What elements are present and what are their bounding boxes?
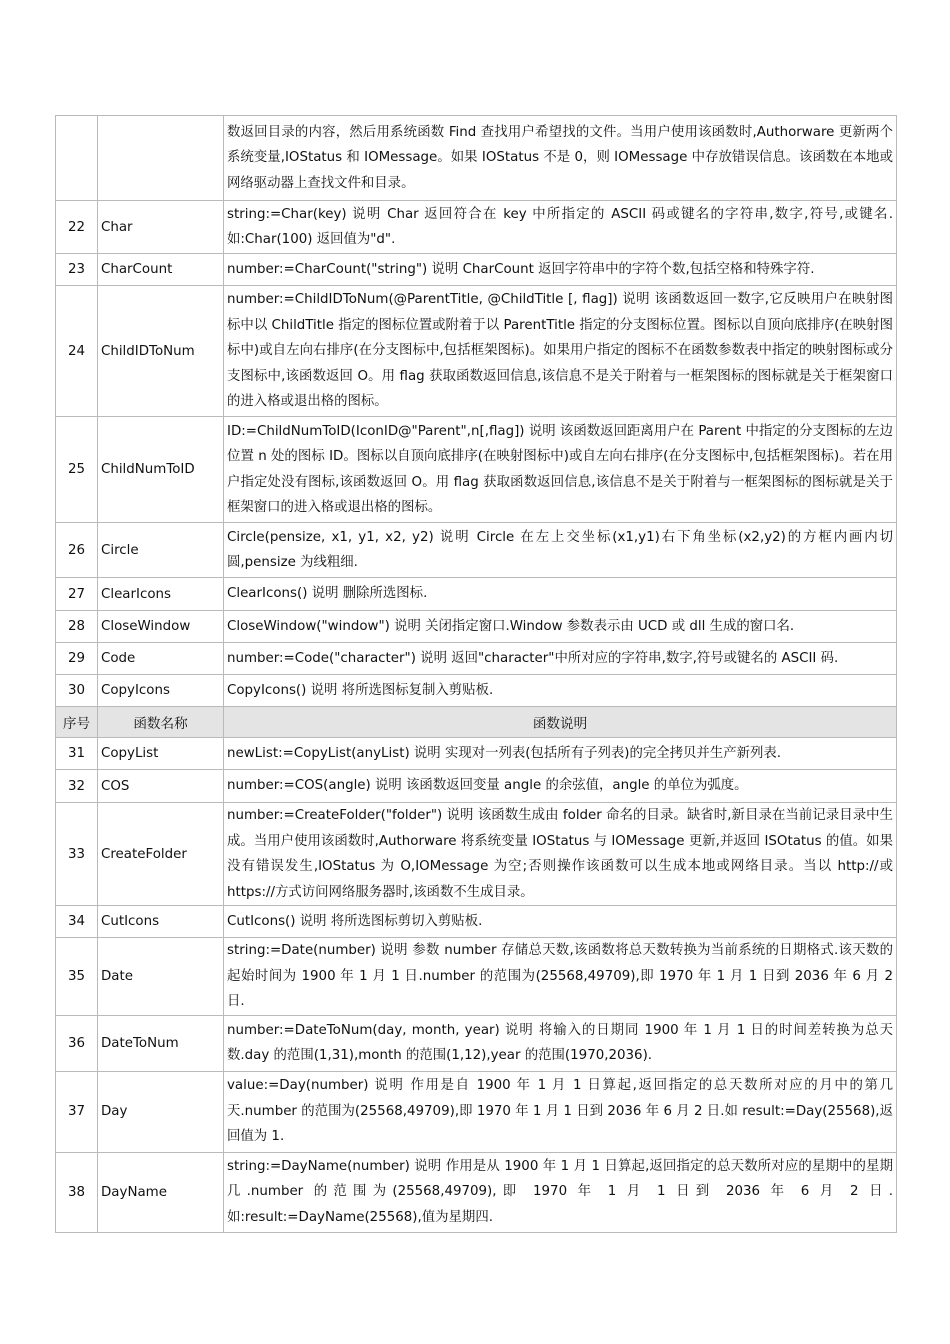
table-row: [56, 738, 897, 770]
function-name: [98, 116, 224, 201]
table-row: [56, 675, 897, 707]
row-number: 28: [56, 611, 98, 643]
function-name: Char: [98, 201, 224, 254]
row-number: 36: [56, 1015, 98, 1071]
function-description: value:=Day(number) 说明 作用是自 1900 年 1 月 1 日算起,返回指定的总天数所对应的月中的第几天.number 的范围为(25568,49709),即 1970 年 1 月 1 日到 2036 年 6 月 2 日.如 result:=Day(25568),返回值为 1.: [224, 1071, 897, 1152]
function-description: newList:=CopyList(anyList) 说明 实现对一列表(包括所有子列表)的完全拷贝并生产新列表.: [224, 738, 897, 770]
function-name: Circle: [98, 523, 224, 578]
table-row: [56, 611, 897, 643]
row-number: 33: [56, 803, 98, 906]
function-name: DateToNum: [98, 1015, 224, 1071]
row-number: 22: [56, 201, 98, 254]
row-number: 24: [56, 286, 98, 417]
table-row: [56, 286, 897, 417]
table-row: [56, 116, 897, 201]
function-name: CloseWindow: [98, 611, 224, 643]
header-name: 函数名称: [98, 707, 224, 738]
function-name: CharCount: [98, 254, 224, 286]
function-description: 数返回目录的内容，然后用系统函数 Find 查找用户希望找的文件。当用户使用该函数时,Authorware 更新两个系统变量,IOStatus 和 IOMessage。如果 IOStatus 不是 0，则 IOMessage 中存放错误信息。该函数在本地或网络驱动器上查找文件和目录。: [224, 116, 897, 201]
table-header-row: [56, 707, 897, 738]
function-description: number:=ChildIDToNum(@ParentTitle, @ChildTitle [, flag]) 说明 该函数返回一数字,它反映用户在映射图标中以 ChildTitle 指定的图标位置或附着于以 ParentTitle 指定的分支图标位置。图标以自顶向底排序(在映射图标中)或自左向右排序(在分支图标中,包括框架图标)。如果用户指定的图标不在函数参数表中指定的映射图标或分支图标中,该函数返回 O。用 flag 获取函数返回信息,该信息不是关于附着与一框架图标的图标就是关于框架窗口的进入格或退出格的图标。: [224, 286, 897, 417]
function-description: CloseWindow("window") 说明 关闭指定窗口.Window 参数表示由 UCD 或 dll 生成的窗口名.: [224, 611, 897, 643]
table-row: [56, 643, 897, 675]
function-name: ClearIcons: [98, 578, 224, 611]
function-name: Code: [98, 643, 224, 675]
function-name: Day: [98, 1071, 224, 1152]
table-row: [56, 417, 897, 523]
function-description: number:=CharCount("string") 说明 CharCount 返回字符串中的字符个数,包括空格和特殊字符.: [224, 254, 897, 286]
function-name: CopyList: [98, 738, 224, 770]
function-description: Circle(pensize, x1, y1, x2, y2) 说明 Circle 在左上交坐标(x1,y1)右下角坐标(x2,y2)的方框内画内切圆,pensize 为线粗细.: [224, 523, 897, 578]
table-row: [56, 1071, 897, 1152]
table-row: [56, 254, 897, 286]
function-description: ClearIcons() 说明 删除所选图标.: [224, 578, 897, 611]
header-number: 序号: [56, 707, 98, 738]
function-description: ID:=ChildNumToID(IconID@"Parent",n[,flag]) 说明 该函数返回距离用户在 Parent 中指定的分支图标的左边位置 n 处的图标 ID。图标以自顶向底排序(在映射图标中)或自左向右排序(在分支图标中,包括框架图标)。若在用户指定处没有图标,该函数返回 O。用 flag 获取函数返回信息,该信息不是关于附着与一框架图标的图标就是关于框架窗口的进入格或退出格的图标。: [224, 417, 897, 523]
row-number: 27: [56, 578, 98, 611]
row-number: 31: [56, 738, 98, 770]
row-number: 26: [56, 523, 98, 578]
row-number: 32: [56, 770, 98, 803]
function-name: ChildIDToNum: [98, 286, 224, 417]
function-name: ChildNumToID: [98, 417, 224, 523]
function-name: CutIcons: [98, 906, 224, 938]
table-row: [56, 201, 897, 254]
row-number: 34: [56, 906, 98, 938]
function-table-body: [56, 116, 897, 1233]
table-row: [56, 938, 897, 1016]
function-description: string:=Date(number) 说明 参数 number 存储总天数,该函数将总天数转换为当前系统的日期格式.该天数的起始时间为 1900 年 1 月 1 日.number 的范围为(25568,49709),即 1970 年 1 月 1 日到 2036 年 6 月 2 日.: [224, 938, 897, 1016]
function-description: number:=Code("character") 说明 返回"character"中所对应的字符串,数字,符号或键名的 ASCII 码.: [224, 643, 897, 675]
table-row: [56, 523, 897, 578]
row-number: 38: [56, 1152, 98, 1232]
row-number: 30: [56, 675, 98, 707]
function-description: number:=CreateFolder("folder") 说明 该函数生成由 folder 命名的目录。缺省时,新目录在当前记录目录中生成。当用户使用该函数时,Authorware 将系统变量 IOStatus 与 IOMessage 更新,并返回 ISOtatus 的值。如果没有错误发生,IOStatus 为 O,IOMessage 为空;否则操作该函数可以生成本地或网络目录。当以 http://或 https://方式访问网络服务器时,该函数不生成目录。: [224, 803, 897, 906]
function-description: number:=DateToNum(day, month, year) 说明 将输入的日期同 1900 年 1 月 1 日的时间差转换为总天数.day 的范围(1,31),month 的范围(1,12),year 的范围(1970,2036).: [224, 1015, 897, 1071]
row-number: [56, 116, 98, 201]
header-description: 函数说明: [224, 707, 897, 738]
function-description: CutIcons() 说明 将所选图标剪切入剪贴板.: [224, 906, 897, 938]
table-row: [56, 906, 897, 938]
function-name: Date: [98, 938, 224, 1016]
function-description: CopyIcons() 说明 将所选图标复制入剪贴板.: [224, 675, 897, 707]
row-number: 35: [56, 938, 98, 1016]
function-name: CreateFolder: [98, 803, 224, 906]
table-row: [56, 578, 897, 611]
row-number: 37: [56, 1071, 98, 1152]
table-row: [56, 1152, 897, 1232]
row-number: 29: [56, 643, 98, 675]
row-number: 23: [56, 254, 98, 286]
function-name: COS: [98, 770, 224, 803]
function-description: string:=Char(key) 说明 Char 返回符合在 key 中所指定的 ASCII 码或键名的字符串,数字,符号,或键名.如:Char(100) 返回值为"d".: [224, 201, 897, 254]
table-row: [56, 770, 897, 803]
row-number: 25: [56, 417, 98, 523]
function-table: [55, 115, 897, 1233]
function-description: number:=COS(angle) 说明 该函数返回变量 angle 的余弦值，angle 的单位为弧度。: [224, 770, 897, 803]
function-description: string:=DayName(number) 说明 作用是从 1900 年 1 月 1 日算起,返回指定的总天数所对应的星期中的星期几.number 的范围为(25568,49709),即 1970 年 1 月 1 日到 2036 年 6 月 2 日.如:result:=DayName(25568),值为星期四.: [224, 1152, 897, 1232]
table-row: [56, 1015, 897, 1071]
function-name: CopyIcons: [98, 675, 224, 707]
function-name: DayName: [98, 1152, 224, 1232]
table-row: [56, 803, 897, 906]
